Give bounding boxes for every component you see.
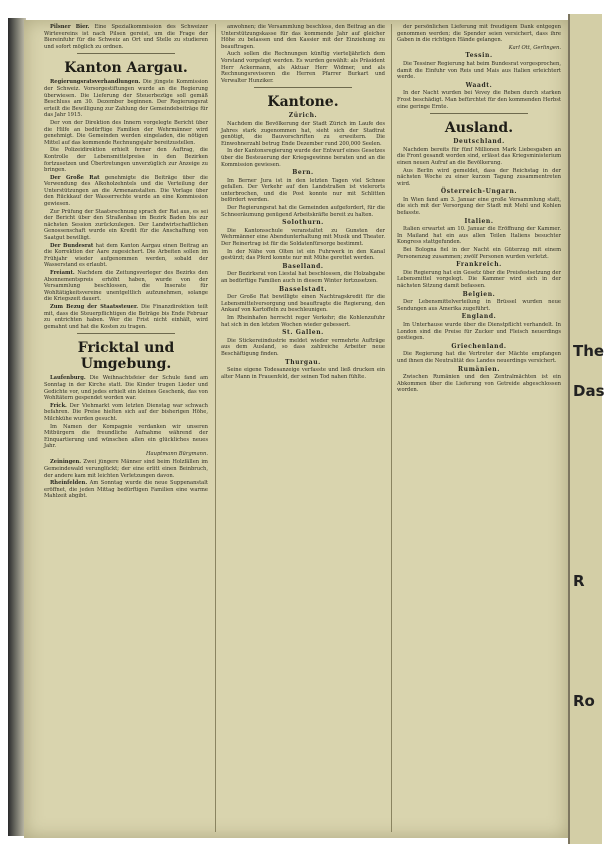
paragraph-body: Auch sollen die Rechnungen künftig vierteljährlich dem Vorstand vorgelegt werden. Es wurden gewählt: als Präsident Herr Ackermann, als Aktuar Herr Widmer, und als Rechnungsrevisoren die Herren Pfarrer Burkart und Verwalter Hunziker. [221, 51, 385, 84]
adjacent-page-fragment: R [573, 572, 585, 590]
region-subheading: Zürich. [288, 112, 318, 120]
paragraph-lead: Frick. [50, 402, 67, 409]
signature-line: Karl Ott, Gerlingen. [508, 44, 561, 51]
region-subheading: Belgien. [462, 290, 496, 298]
paragraph-body: Der von der Direktion des Innern vorgelegte Bericht über die Hilfe an bedürftige Familien der Wehrmänner wird genehmigt. Die Gemeinden werden eingeladen, die nötigen Mittel auf das kommende Rechnungsjahr bereitzustellen. [44, 119, 208, 146]
news-paragraph [221, 121, 385, 147]
paragraph-lead: Zeiningen. [50, 459, 82, 466]
news-paragraph [221, 367, 385, 380]
paragraph-body: Im Rheinhafen herrscht reger Verkehr; die Kohlenzufuhr hat sich in den letzten Wochen wieder gebessert. [221, 314, 385, 328]
paragraph-body: Der Regierungsrat hat die Gemeinden aufgefordert, für die Schneeräumung genügend Arbeitskräfte bereit zu halten. [221, 205, 385, 218]
news-paragraph [397, 299, 561, 312]
region-subheading: Thurgau. [285, 358, 321, 366]
news-paragraph [221, 228, 385, 248]
region-subheading: Tessin. [465, 52, 493, 60]
paragraph-body: Die Finanzdirektion teilt mit, dass die Steuerpflichtigen die Beträge bis Ende Februar zu entrichten haben. Wer die Frist nicht einhält, wird gemahnt und hat die Kosten zu tragen. [44, 303, 209, 330]
paragraph-body: Der Bezirksrat von Liestal hat beschlossen, die Holzabgabe an bedürftige Familien auch in diesem Winter fortzusetzen. [221, 271, 385, 284]
region-subheading: Griechenland. [451, 342, 507, 350]
paragraph-body: Die Kantonsschule veranstaltet zu Gunsten der Wehrmänner eine Abendunterhaltung mit Musik und Theater. Der Reinertrag ist für die Soldatenfürsorge bestimmt. [221, 227, 385, 248]
news-paragraph [397, 351, 561, 364]
signature-line: Hauptmann Bürgmann. [145, 450, 208, 457]
column-3 [397, 24, 561, 832]
region-subheading: Waadt. [465, 81, 493, 89]
adjacent-page-fragment: Das [573, 382, 605, 400]
region-subheading: Deutschland. [453, 138, 505, 146]
news-paragraph [44, 424, 208, 450]
paragraph-body: Aus Berlin wird gemeldet, dass der Reichstag in der nächsten Woche zu einer kurzen Tagung zusammentreten wird. [397, 167, 561, 187]
news-paragraph [221, 338, 385, 358]
paragraph-body: Am Sonntag wurde die neue Suppenanstalt eröffnet, die jeden Mittag bedürftigen Familien eine warme Mahlzeit abgibt. [44, 480, 208, 500]
paragraph-body: Seine eigene Todesanzeige verfasste und ließ drucken ein alter Mann in Frauenfeld, der seinen Tod nahen fühlte. [221, 367, 385, 380]
paragraph-body: Die Tessiner Regierung hat beim Bundesrat vorgesprochen, damit die Einfuhr von Reis und Mais aus Italien erleichtert werde. [397, 60, 561, 81]
paragraph-body: anwohnen; die Versammlung beschloss, den Beitrag an die Unterstützungskasse für das kommende Jahr auf gleicher Höhe zu belassen und den Kassier mit der Einziehung zu beauftragen. [221, 24, 385, 50]
region-subheading: Italien. [464, 217, 494, 225]
paragraph-body: der persönlichen Lieferung mit freudigem Dank entgegen genommen werden; die Spender seien versichert, dass ihre Gaben in die richtigen Hände gelangen. [397, 24, 561, 44]
news-paragraph [221, 178, 385, 204]
news-paragraph [44, 147, 208, 173]
column-rule-1 [215, 24, 216, 832]
paragraph-lead: Laufenburg. [50, 375, 86, 382]
section-heading: Ausland. [444, 120, 514, 137]
column-rule-2 [391, 24, 392, 832]
paragraph-body: Nachdem die Zeitungsverleger des Bezirks den Abonnementspreis erhöht haben, wurde von der Versammlung beschlossen, die Inserate für Wohltätigkeitsvereine unentgeltlich aufzunehmen, solange die Kriegszeit dauert. [44, 270, 208, 303]
section-heading: Fricktal und Umgebung. [77, 340, 175, 373]
news-paragraph [397, 61, 561, 81]
paragraph-body: Die Weihnachtsfeier der Schule fand am Sonntag in der Kirche statt. Die Kinder trugen Lieder und Gedichte vor, und jedes erhielt ein kleines Geschenk, das von Wohltätern gespendet worden war. [44, 375, 208, 402]
region-subheading: Basselstadt. [278, 285, 328, 293]
region-subheading: St. Gallen. [282, 329, 324, 337]
news-paragraph [44, 120, 208, 146]
news-paragraph [221, 205, 385, 218]
region-subheading: Baselland. [282, 262, 324, 270]
paragraph-body: Nachdem die Bevölkerung der Stadt Zürich im Laufe des Jahres stark zugenommen hat, sieht sich der Stadtrat genötigt, die Bauvorschriften zu erweitern. Die Einwohnerzahl betrug Ende Dezember rund 200,000 Seelen. [221, 120, 385, 147]
paragraph-body: Die jüngste Kommission der Schweiz. Vorsorgestiftungen wurde an die Regierung überwiesen. Die Lieferung der Steuerbezüge soll gemäß Beschluss am 30. Dezember beginnen. Der Regierungsrat erteilt die Bewilligung zur Zahlung der Gemeindebeiträge für das Jahr 1915. [44, 79, 208, 119]
news-paragraph [221, 294, 385, 314]
news-paragraph [397, 147, 561, 167]
paragraph-body: In der Nähe von Olten ist ein Fuhrwerk in den Kanal gestürzt; das Pferd konnte nur mit Mühe gerettet werden. [221, 248, 385, 262]
section-heading: Kantone. [267, 94, 339, 111]
news-paragraph [44, 459, 208, 479]
paragraph-body: Zwei jüngere Männer sind beim Holzfällen im Gemeindewald verunglückt; der eine erlitt einen Beinbruch, der andere kam mit leichten Verletzungen davon. [44, 459, 208, 479]
paragraph-body: Der Lebensmittelverteilung in Brüssel wurden neue Sendungen aus Amerika zugeführt. [397, 299, 561, 312]
paragraph-lead: Der Große Rat [50, 174, 100, 181]
paragraph-body: genehmigte die Beiträge über die Verwendung des Alkoholzehntels und die Verteilung der Unterstützungen an die Armenanstalten. Die Vorlage über den Rückkauf der Wasserrechte wurde an eine Kommission gewiesen. [44, 174, 208, 208]
region-subheading: Österreich-Ungarn. [440, 188, 518, 196]
news-paragraph [397, 24, 561, 44]
news-paragraph [221, 271, 385, 284]
region-subheading: England. [461, 313, 497, 321]
newspaper-page [24, 20, 568, 838]
news-paragraph [221, 249, 385, 262]
paragraph-body: In der Nacht wurden bei Vevey die Reben durch starken Frost beschädigt. Man befürchtet für den kommenden Herbst eine geringe Ernte. [397, 90, 561, 110]
adjacent-page-fragment: The [573, 342, 605, 360]
paragraph-lead: Der Bundesrat [50, 242, 94, 249]
news-paragraph [44, 403, 208, 423]
paragraph-lead: Zum Bezug der Staatssteuer. [50, 303, 139, 310]
paragraph-body: Die Regierung hat ein Gesetz über die Preisfestsetzung der Lebensmittel vorgelegt. Die Kammer wird sich in der nächsten Sitzung damit befassen. [397, 269, 561, 289]
paragraph-body: hat dem Kanton Aargau einen Beitrag an die Korrektion der Aare zugesichert. Die Arbeiten sollen im Frühjahr wieder aufgenommen werden, sobald der Wasserstand es erlaubt. [44, 242, 208, 269]
news-paragraph [221, 315, 385, 328]
paragraph-body: Im Unterhause wurde über die Dienstpflicht verhandelt. In London sind die Preise für Zucker und Fleisch neuerdings gestiegen. [397, 321, 561, 342]
paragraph-lead: Regierungsratsverhandlungen. [50, 79, 141, 86]
news-paragraph [44, 79, 208, 119]
news-paragraph [397, 374, 561, 394]
paragraph-body: Italien erwartet am 10. Januar die Eröffnung der Kammer. In Mailand hat ein aus allen Teilen Italiens besuchter Kongress stattgefunden. [397, 226, 561, 246]
paragraph-body: Der Große Rat bewilligte einen Nachtragskredit für die Lebensmittelversorgung und beauftragte die Regierung, den Ankauf von Kartoffeln zu beschleunigen. [221, 294, 385, 314]
paragraph-body: Die Polizeidirektion erhielt ferner den Auftrag, die Kontrolle der Lebensmittelpreise in den Bezirken fortzusetzen und Übertretungen unverzüglich zur Anzeige zu bringen. [44, 147, 208, 174]
region-subheading: Frankreich. [456, 261, 502, 269]
paragraph-body: Die Regierung hat die Vertreter der Mächte empfangen und ihnen die Neutralität des Landes neuerdings versichert. [397, 351, 561, 364]
news-paragraph [221, 24, 385, 50]
news-paragraph [221, 51, 385, 84]
paragraph-body: Der Viehmarkt vom letzten Dienstag war schwach befahren. Die Preise hielten sich auf der bisherigen Höhe, Milchkühe wurden gesucht. [44, 402, 208, 422]
column-2 [221, 24, 385, 832]
paragraph-body: Eine Spezialkommission des Schweizer Wirtevereins ist nach Pilsen gereist, um die Frage der Biereinfuhr für die Schweiz an Ort und Stelle zu studieren und sofort möglich zu ordnen. [44, 24, 208, 50]
paragraph-body: Nachdem bereits für fünf Millionen Mark Liebesgaben an die Front gesandt worden sind, erlässt das Kriegsministerium einen neuen Aufruf an die Bevölkerung. [397, 146, 561, 166]
paragraph-body: Im Berner Jura ist in den letzten Tagen viel Schnee gefallen. Der Verkehr auf den Landstraßen ist vielerorts unterbrochen, und die Post konnte nur mit Schlitten befördert werden. [221, 177, 385, 204]
news-paragraph [44, 270, 208, 303]
paragraph-body: Zwischen Rumänien und den Zentralmächten ist ein Abkommen über die Lieferung von Getreide abgeschlossen worden. [397, 374, 561, 394]
paragraph-body: Im Namen der Kompagnie verdanken wir unseren Mitbürgern die freundliche Aufnahme während der Einquartierung und wünschen allen ein glückliches neues Jahr. [44, 423, 208, 450]
paragraph-body: In Wien fand am 3. Januar eine große Versammlung statt, die sich mit der Versorgung der Stadt mit Mehl und Kohlen befasste. [397, 196, 561, 217]
region-subheading: Rumänien. [458, 365, 500, 373]
news-paragraph [397, 90, 561, 110]
paragraph-body: Bei Bologna fiel in der Nacht ein Güterzug mit einem Personenzug zusammen; zwölf Personen wurden verletzt. [397, 247, 561, 260]
news-paragraph [397, 247, 561, 260]
news-paragraph [397, 270, 561, 290]
news-paragraph [397, 226, 561, 246]
adjacent-page-edge [568, 14, 605, 844]
adjacent-page-fragment: Ro [573, 692, 595, 710]
paragraph-lead: Pilsner Bier. [50, 24, 90, 30]
region-subheading: Solothurn. [282, 219, 324, 227]
paragraph-lead: Freiamt. [50, 270, 75, 276]
paragraph-body: Zur Prüfung der Staatsrechnung sprach der Rat aus, es sei der Bericht über den Straßenbau im Bezirk Baden bis zur nächsten Session zurückzulegen. Der Landwirtschaftlichen Genossenschaft wurde ein Kredit für die Anschaffung von Saatgut bewilligt. [44, 208, 208, 242]
column-1 [44, 24, 208, 832]
paragraph-body: In der Kantonsregierung wurde der Entwurf eines Gesetzes über die Besteuerung der Kriegsgewinne beraten und an die Kommission gewiesen. [221, 148, 385, 168]
paragraph-body: Die Stickereiindustrie meldet wieder vermehrte Aufträge aus dem Ausland, so dass zahlreiche Arbeiter neue Beschäftigung finden. [221, 337, 385, 357]
paragraph-lead: Rheinfelden. [50, 480, 88, 487]
news-paragraph [44, 304, 208, 330]
news-paragraph [44, 243, 208, 269]
news-paragraph [397, 168, 561, 188]
news-paragraph [44, 175, 208, 208]
news-paragraph [44, 375, 208, 401]
news-paragraph [44, 24, 208, 50]
section-heading: Kanton Aargau. [64, 60, 188, 77]
news-paragraph [397, 322, 561, 342]
news-paragraph [44, 209, 208, 242]
region-subheading: Bern. [292, 169, 314, 177]
news-paragraph [221, 148, 385, 168]
news-paragraph [44, 480, 208, 500]
news-paragraph [397, 197, 561, 217]
